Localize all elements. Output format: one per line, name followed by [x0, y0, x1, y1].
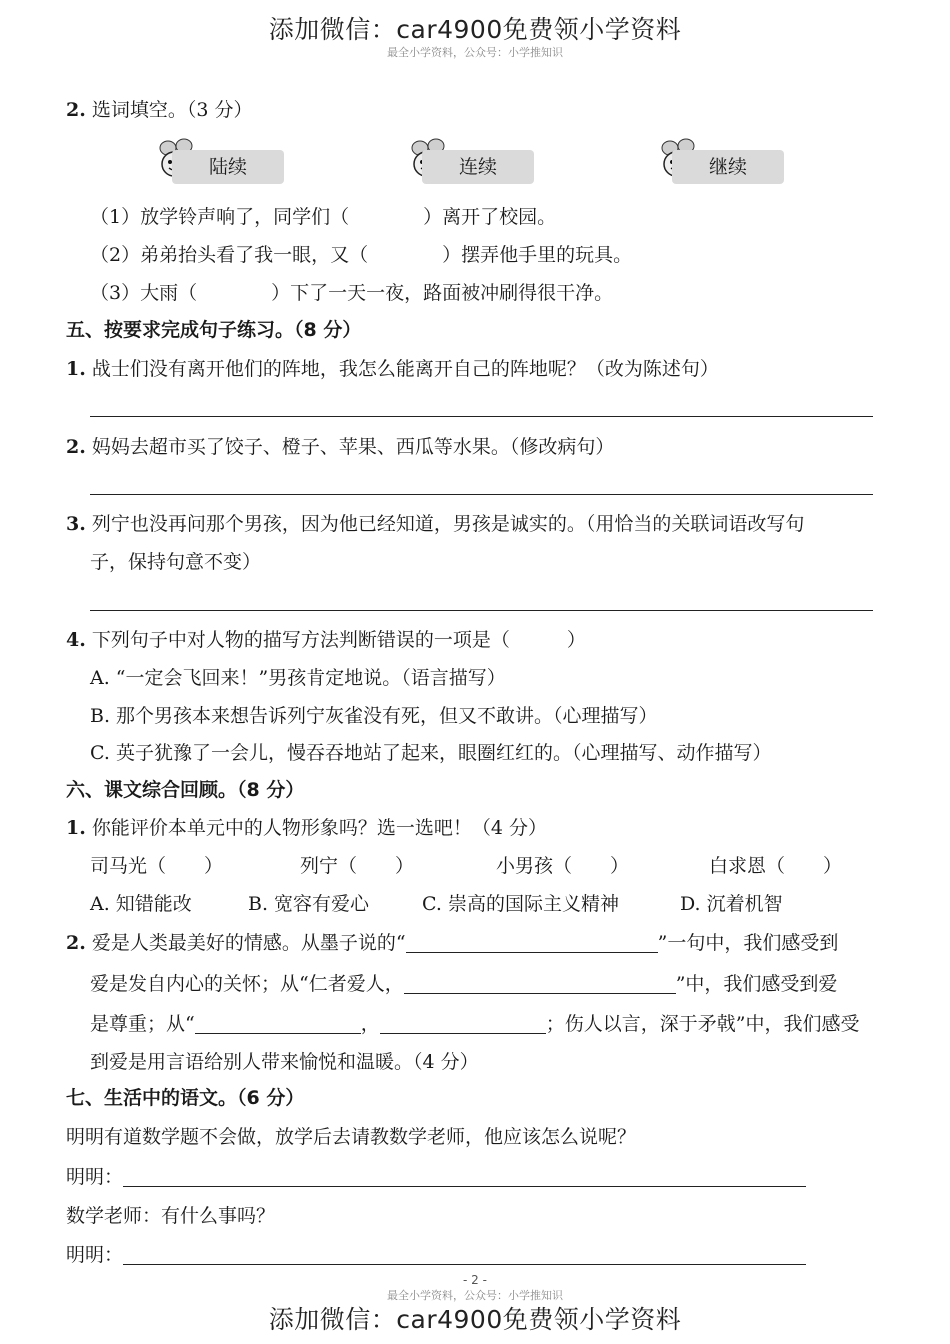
sec6-q2-line1	[66, 930, 838, 956]
faint-header: 最全小学资料，公众号：小学推知识	[387, 46, 563, 59]
watermark-top: 添加微信：car4900免费领小学资料	[268, 15, 682, 44]
sec5-q4-option-b: B. 那个男孩本来想告诉列宁灰雀没有死，但又不敢讲。（心理描写）	[90, 705, 658, 727]
answer-line[interactable]	[90, 416, 873, 417]
sec6-person-4: 白求恩（ ）	[709, 855, 843, 877]
word-card-3: 继续	[672, 150, 784, 184]
q2-item-3-b: ）下了一天一夜，路面被冲刷得很干净。	[271, 282, 614, 304]
sec6-q2-l1a: 爱是人类最美好的情感。从墨子说的“	[91, 932, 406, 954]
sec6-opt-a: A. 知错能改	[90, 893, 192, 915]
sec7-dialog-1	[66, 1164, 806, 1190]
sec5-q3-line2: 子，保持句意不变）	[90, 551, 262, 573]
answer-line[interactable]	[90, 494, 873, 495]
word-card-1: 陆续	[172, 150, 284, 184]
sec6-opt-c: C. 崇高的国际主义精神	[422, 893, 619, 915]
q2-title	[66, 97, 253, 123]
sec5-q3-line1	[66, 511, 804, 537]
sec7-intro: 明明有道数学题不会做，放学后去请教数学老师，他应该怎么说呢？	[66, 1126, 637, 1148]
sec7-dialog-2: 数学老师：有什么事吗？	[66, 1205, 276, 1227]
sec6-q2-num: 2.	[66, 932, 86, 954]
q2-item-1	[90, 204, 556, 230]
q2-item-2-b: ）摆弄他手里的玩具。	[442, 244, 633, 266]
sec6-q2-line4: 到爱是用言语给别人带来愉悦和温暖。（4 分）	[90, 1051, 479, 1073]
sec6-q1-text: 你能评价本单元中的人物形象吗？选一选吧！（4 分）	[91, 817, 548, 839]
sec5-q4	[66, 627, 586, 653]
q2-item-1-b: ）离开了校园。	[423, 206, 557, 228]
answer-line[interactable]	[123, 1166, 806, 1187]
page-number: - 2 -	[463, 1273, 487, 1287]
sec5-q4-option-c: C. 英子犹豫了一会儿，慢吞吞地站了起来，眼圈红红的。（心理描写、动作描写）	[90, 742, 772, 764]
sec6-q2-line3	[90, 1011, 859, 1037]
sec7-dialog-3-label: 明明：	[66, 1244, 124, 1266]
sec6-person-3: 小男孩（ ）	[496, 855, 630, 877]
sec5-q4-option-a: A. “一定会飞回来！”男孩肯定地说。（语言描写）	[90, 667, 506, 689]
sec7-dialog-3	[66, 1242, 806, 1268]
sec5-q1-num: 1.	[66, 358, 86, 380]
blank-input[interactable]	[404, 973, 676, 994]
faint-footer: 最全小学资料，公众号：小学推知识	[387, 1289, 563, 1302]
sec5-q4-text: 下列句子中对人物的描写方法判断错误的一项是（ ）	[91, 629, 586, 651]
sec6-q2-l3a: 是尊重；从“	[90, 1013, 195, 1035]
blank-input[interactable]	[406, 932, 658, 953]
sec6-q2-l2a: 爱是发自内心的关怀；从“仁者爱人，	[90, 973, 404, 995]
word-card-2: 连续	[422, 150, 534, 184]
sec6-q1	[66, 815, 547, 841]
q2-num: 2.	[66, 99, 86, 121]
sec5-q1	[66, 356, 719, 382]
sec5-q4-num: 4.	[66, 629, 86, 651]
q2-item-3-a: （3）大雨（	[90, 282, 198, 304]
sec5-q2-text: 妈妈去超市买了饺子、橙子、苹果、西瓜等水果。（修改病句）	[91, 436, 615, 458]
q2-title-text: 选词填空。（3 分）	[91, 99, 253, 121]
sec5-q1-text: 战士们没有离开他们的阵地，我怎么能离开自己的阵地呢？（改为陈述句）	[91, 358, 719, 380]
section-5-heading: 五、按要求完成句子练习。（8 分）	[66, 319, 362, 341]
sec5-q2-num: 2.	[66, 436, 86, 458]
sec5-q3-num: 3.	[66, 513, 86, 535]
sec6-q2-l1b: ”一句中，我们感受到	[657, 932, 839, 954]
sec5-q3-text: 列宁也没再问那个男孩，因为他已经知道，男孩是诚实的。（用恰当的关联词语改写句	[91, 513, 805, 535]
sec6-q2-l2b: ”中，我们感受到爱	[675, 973, 838, 995]
blank-input[interactable]	[195, 1013, 361, 1034]
sec6-q2-line2	[90, 971, 837, 997]
watermark-bottom: 添加微信：car4900免费领小学资料	[268, 1305, 682, 1334]
sec6-opt-d: D. 沉着机智	[680, 893, 783, 915]
sec7-dialog-1-label: 明明：	[66, 1166, 124, 1188]
sec6-q2-l3c: ；伤人以言，深于矛戟”中，我们感受	[545, 1013, 860, 1035]
sec6-q1-num: 1.	[66, 817, 86, 839]
sec6-opt-b: B. 宽容有爱心	[248, 893, 370, 915]
answer-line[interactable]	[90, 610, 873, 611]
sec6-person-1: 司马光（ ）	[90, 855, 224, 877]
answer-line[interactable]	[123, 1244, 806, 1265]
sec5-q2	[66, 434, 614, 460]
q2-item-2	[90, 242, 632, 268]
sec6-q2-l3b: ，	[360, 1013, 380, 1035]
section-6-heading: 六、课文综合回顾。（8 分）	[66, 779, 305, 801]
blank-input[interactable]	[380, 1013, 546, 1034]
section-7-heading: 七、生活中的语文。（6 分）	[66, 1087, 305, 1109]
q2-item-2-a: （2）弟弟抬头看了我一眼，又（	[90, 244, 369, 266]
q2-item-3	[90, 280, 613, 306]
sec6-person-2: 列宁（ ）	[300, 855, 415, 877]
q2-item-1-a: （1）放学铃声响了，同学们（	[90, 206, 350, 228]
